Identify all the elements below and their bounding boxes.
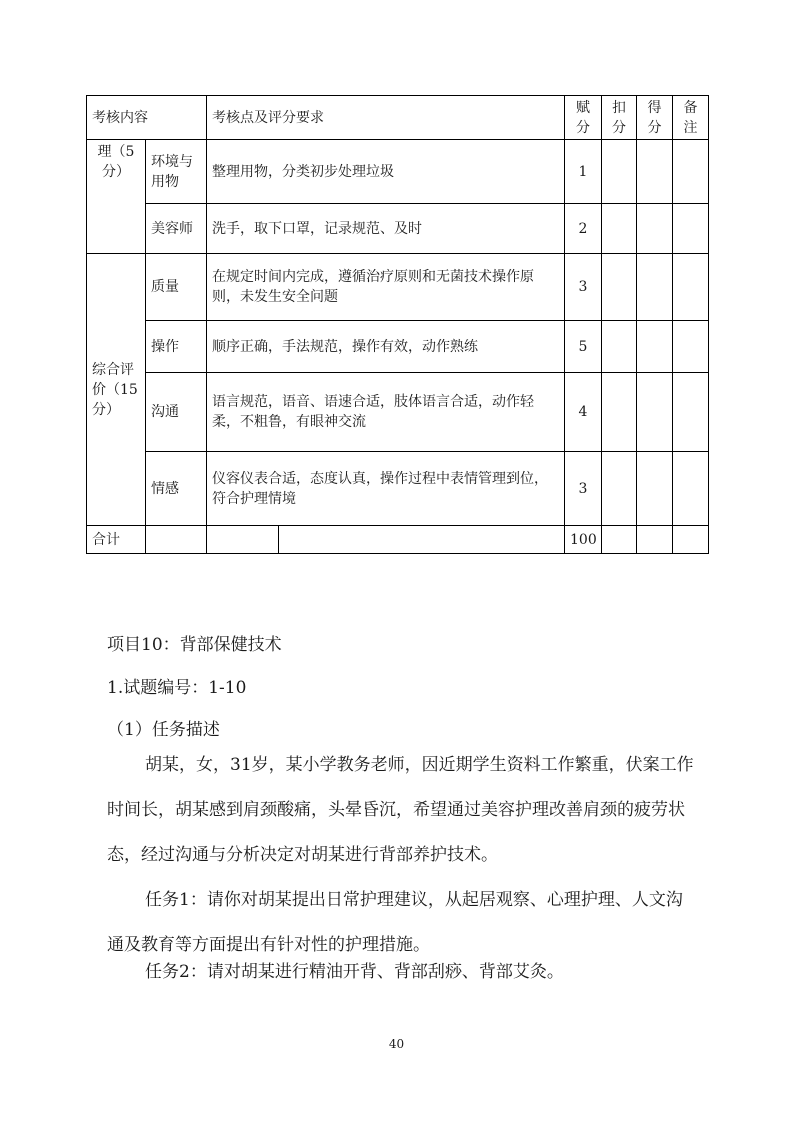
note-cell [673,140,709,204]
get-cell [637,140,673,204]
note-cell [673,204,709,254]
deduct-cell [602,321,637,373]
requirement: 仪容仪表合适，态度认真，操作过程中表情管理到位，符合护理情境 [207,452,565,526]
deduct-cell [602,526,637,554]
score: 3 [565,452,602,526]
sub-item: 环境与用物 [146,140,207,204]
get-cell [637,321,673,373]
header-deduct: 扣分 [602,96,637,140]
get-cell [637,204,673,254]
header-note: 备注 [673,96,709,140]
note-cell [673,321,709,373]
requirement: 洗手，取下口罩，记录规范、及时 [207,204,565,254]
score: 2 [565,204,602,254]
deduct-cell [602,140,637,204]
score: 4 [565,373,602,452]
question-id: 1.试题编号：1-10 [107,678,247,698]
get-cell [637,526,673,554]
group-label: 理（5分） [87,140,146,254]
table-row [87,140,709,204]
note-cell [673,254,709,321]
header-row [87,96,709,140]
requirement: 顺序正确，手法规范，操作有效，动作熟练 [207,321,565,373]
deduct-cell [602,204,637,254]
requirement: 在规定时间内完成，遵循治疗原则和无菌技术操作原则，未发生安全问题 [207,254,565,321]
task-paragraph: 胡某，女，31岁，某小学教务老师，因近期学生资料工作繁重，伏案工作时间长，胡某感到肩颈酸痛，头晕昏沉，希望通过美容护理改善肩颈的疲劳状态，经过沟通与分析决定对胡某进行背部养护技术。 [107,755,694,865]
requirement: 语言规范，语音、语速合适，肢体语言合适，动作轻柔，不粗鲁，有眼神交流 [207,373,565,452]
sub-item: 操作 [146,321,207,373]
sub-item: 美容师 [146,204,207,254]
header-assign: 赋分 [565,96,602,140]
deduct-cell [602,254,637,321]
sub-item: 沟通 [146,373,207,452]
deduct-cell [602,452,637,526]
table-row [87,452,709,526]
table-row [87,373,709,452]
task-paragraph: 任务1：请你对胡某提出日常护理建议，从起居观察、心理护理、人文沟通及教育等方面提出有针对性的护理措施。 [107,890,683,955]
score: 5 [565,321,602,373]
sub-item: 质量 [146,254,207,321]
get-cell [637,373,673,452]
table-row [87,254,709,321]
table-row [87,321,709,373]
empty-cell [279,526,565,554]
task-heading: （1）任务描述 [107,720,220,740]
get-cell [637,254,673,321]
note-cell [673,452,709,526]
header-points: 考核点及评分要求 [207,96,565,140]
header-get: 得分 [637,96,673,140]
score: 3 [565,254,602,321]
score: 1 [565,140,602,204]
deduct-cell [602,373,637,452]
section-title: 项目10：背部保健技术 [107,635,282,655]
table-row [87,204,709,254]
total-label: 合计 [87,526,146,554]
header-content: 考核内容 [87,96,207,140]
grading-table [86,95,709,554]
total-row [87,526,709,554]
requirement: 整理用物，分类初步处理垃圾 [207,140,565,204]
task-paragraph: 任务2：请对胡某进行精油开背、背部刮痧、背部艾灸。 [145,962,564,982]
note-cell [673,526,709,554]
total-score: 100 [565,526,602,554]
page-number: 40 [388,1037,405,1051]
sub-item: 情感 [146,452,207,526]
group-label: 综合评价（15分） [87,254,146,526]
empty-cell [146,526,207,554]
note-cell [673,373,709,452]
empty-cell [207,526,279,554]
get-cell [637,452,673,526]
